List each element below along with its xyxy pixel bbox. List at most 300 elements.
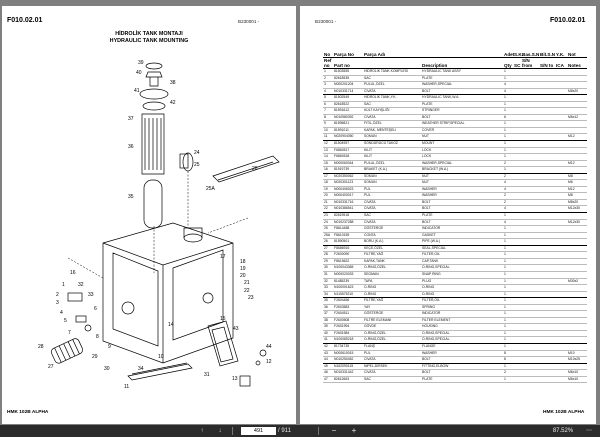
cell-pn: N100043365 [333, 265, 363, 272]
cell-no: 19 [323, 186, 333, 193]
cell-name: CONTA [363, 232, 421, 239]
callout: 28 [38, 344, 44, 350]
cell-pn: N010331714 [333, 88, 363, 95]
cell-qty: 2 [503, 370, 513, 377]
callout: 41 [134, 88, 140, 94]
cell-no: 37 [323, 311, 333, 318]
cell-name: PUL [363, 186, 421, 193]
cell-pn: 81485239 [333, 278, 363, 285]
callout: 36 [128, 144, 134, 150]
cell-qty: 1 [503, 95, 513, 102]
cell-note: M30x2 [567, 278, 587, 285]
cell-no: 42 [323, 343, 333, 350]
cell-name: GÖSTERGE [363, 226, 421, 233]
cell-no: 44 [323, 357, 333, 364]
callout: 43 [233, 326, 239, 332]
cell-note: M6x12 [567, 114, 587, 121]
cell-pn: F2603583 [333, 304, 363, 311]
cell-no: 20 [323, 193, 333, 200]
callout: 10 [158, 354, 164, 360]
cell-qty: 1 [503, 265, 513, 272]
callout: 27 [48, 364, 54, 370]
title-tr: HİDROLİK TANK MONTAJI [115, 31, 183, 37]
cell-desc: MOUNT [421, 141, 503, 148]
cell-desc: BOLT [421, 219, 503, 226]
cell-pn: 81591011 [333, 127, 363, 134]
cell-pn: F2600090 [333, 252, 363, 259]
more-options-button[interactable]: ⋯ [586, 428, 592, 434]
cell-name: CIVATA [363, 114, 421, 121]
cell-desc: COVER [421, 127, 503, 134]
cell-no: 14 [323, 154, 333, 161]
callout: 6 [94, 306, 97, 312]
cell-name: HİDROLİK TANK,Y.K. [363, 95, 421, 102]
cell-qty: 1 [503, 69, 513, 76]
cell-note: M8 [567, 173, 587, 180]
cell-pn: F2604456 [333, 298, 363, 305]
cell-name: KAPAK, MENTEŞELİ [363, 127, 421, 134]
cell-no: 23 [323, 213, 333, 220]
cell-no: 46 [323, 370, 333, 377]
cell-pn: 81919739 [333, 167, 363, 174]
cell-name: FLANŞ [363, 343, 421, 350]
page-total: / 911 [278, 428, 291, 434]
cell-desc: BOLT [421, 370, 503, 377]
cell-desc: BOLT [421, 114, 503, 121]
cell-no: 21 [323, 199, 333, 206]
cell-name: GÖSTERGE [363, 311, 421, 318]
cell-pn: N010331442 [333, 370, 363, 377]
cell-desc: O-RING [421, 291, 503, 298]
cell-qty: 1 [503, 298, 513, 305]
cell-desc: WASHER,SPECIAL [421, 160, 503, 167]
callout: 3 [56, 300, 59, 306]
cell-pn: N000406023 [333, 186, 363, 193]
cell-pn: F6860518 [333, 154, 363, 161]
cell-desc: INDICATOR [421, 311, 503, 318]
callout: 44 [266, 344, 272, 350]
callout: 16 [70, 270, 76, 276]
right-page [300, 6, 596, 424]
cell-desc: LOCK [421, 147, 503, 154]
cell-pn: F8686915 [333, 245, 363, 252]
cell-pn: N010331716 [333, 199, 363, 206]
cell-name: KİLİT [363, 147, 421, 154]
cell-no: 13 [323, 147, 333, 154]
cell-note: M10 [567, 350, 587, 357]
table-row [323, 376, 587, 383]
title-en: HYDRAULIC TANK MOUNTING [109, 38, 189, 44]
cell-no: 11 [323, 134, 333, 141]
cell-no: 45 [323, 363, 333, 370]
toolbar-divider [318, 427, 319, 435]
cell-no: 28 [323, 252, 333, 259]
callout: 14 [168, 322, 174, 328]
page-ref: B230001 - [238, 19, 260, 24]
cell-pn: N115575210 [333, 291, 363, 298]
cell-desc: FITTING,ELBOW [421, 363, 503, 370]
cell-qty: 2 [503, 160, 513, 167]
col-header-not-tr: Not [567, 52, 587, 58]
cell-qty: 1 [503, 239, 513, 246]
cell-name: PULUL,ÖZEL [363, 82, 421, 89]
cell-pn: 82618522 [333, 101, 363, 108]
callout: 24 [194, 150, 200, 156]
callout: 8 [96, 334, 99, 340]
cell-pn: 82612663 [333, 376, 363, 383]
cell-note: M12x30 [567, 206, 587, 213]
cell-name: O-RİNG [363, 291, 421, 298]
callout: 17 [220, 254, 226, 260]
cell-note: M10x25 [567, 357, 587, 364]
cell-desc: BRACKET (W.A.) [421, 167, 503, 174]
cell-qty: 4 [503, 180, 513, 187]
cell-pn: N020904050 [333, 134, 363, 141]
cell-note: M8x20 [567, 199, 587, 206]
next-page-button[interactable]: ↓ [218, 428, 222, 434]
callout: 12 [266, 359, 272, 365]
cell-qty: 1 [503, 154, 513, 161]
cell-no: 27 [323, 245, 333, 252]
col-header-bits-tr: Bit.S.N [540, 52, 556, 57]
cell-qty: 1 [503, 226, 513, 233]
cell-qty: 1 [503, 141, 513, 148]
cell-pn: F2600508 [333, 317, 363, 324]
cell-name: SOMUN [363, 173, 421, 180]
cell-qty: 4 [503, 88, 513, 95]
cell-desc: FILTER ELEMENT [421, 317, 503, 324]
cell-name: SÖNDÜRÜCÜ TAKOZ [363, 141, 421, 148]
cell-desc: WEATHER STRIP,SPECIAL [421, 121, 503, 128]
cell-name: SOMUN [363, 134, 421, 141]
cell-desc: BOLT [421, 357, 503, 364]
cell-no: 30 [323, 265, 333, 272]
cell-note: M6x10 [567, 376, 587, 383]
callout: 2 [56, 292, 59, 298]
cell-qty: 1 [503, 134, 513, 141]
cell-qty: 4 [503, 82, 513, 89]
cell-qty: 1 [503, 252, 513, 259]
callout: 40 [136, 70, 142, 76]
cell-pn: 81591612 [333, 108, 363, 115]
cell-pn: N000201204 [333, 82, 363, 89]
cell-desc: FLANGE [421, 343, 503, 350]
cell-no: 17 [323, 173, 333, 180]
cell-qty: 1 [503, 75, 513, 82]
cell-qty: 1 [503, 317, 513, 324]
cell-qty: 1 [503, 271, 513, 278]
cell-qty: 1 [503, 121, 513, 128]
cell-no: 41 [323, 337, 333, 344]
cell-note: M12 [567, 160, 587, 167]
cell-no: 6 [323, 101, 333, 108]
cell-qty: 8 [503, 357, 513, 364]
cell-qty: 2 [503, 193, 513, 200]
callout: 23 [248, 295, 254, 301]
cell-qty: 1 [503, 324, 513, 331]
cell-name: BORU (K.A.) [363, 239, 421, 246]
cell-pn: F6860517 [333, 147, 363, 154]
cell-no: 40 [323, 330, 333, 337]
cell-no: 5 [323, 95, 333, 102]
cell-name: O-RİNG,ÖZEL [363, 265, 421, 272]
cell-no: 31 [323, 271, 333, 278]
cell-note: M6x10 [567, 370, 587, 377]
cell-desc: O-RING [421, 285, 503, 292]
cell-qty: 1 [503, 291, 513, 298]
cell-name: SEGMAN [363, 271, 421, 278]
cell-qty: 1 [503, 127, 513, 134]
cell-name: CIVATA [363, 206, 421, 213]
cell-no: 47 [323, 376, 333, 383]
col-header-no-en: Ref no [324, 58, 332, 68]
cell-name: CIVATA [363, 199, 421, 206]
cell-no: 32 [323, 278, 333, 285]
cell-no: 9 [323, 121, 333, 128]
cell-pn: N000610015 [333, 350, 363, 357]
cell-name: CIVATA [363, 370, 421, 377]
cell-pn: N010386541 [333, 206, 363, 213]
cell-pn: F2601984 [333, 330, 363, 337]
cell-desc: WASHER,SPECIAL [421, 82, 503, 89]
callout: 13 [232, 376, 238, 382]
col-header-snt-en: S/N to [539, 58, 555, 69]
callout: 7 [68, 330, 71, 336]
cell-desc: FILTER,OIL [421, 252, 503, 259]
cell-no: 15 [323, 160, 333, 167]
cell-name: NİPEL,DİRSEK [363, 363, 421, 370]
cell-qty: 1 [503, 258, 513, 265]
cell-qty: 1 [503, 108, 513, 115]
cell-snf [521, 376, 539, 383]
cell-name: HİDROLİK TANK KOMPLESİ [363, 69, 421, 76]
section-code: F010.02.01 [7, 17, 43, 24]
callout: 33 [88, 292, 94, 298]
cell-no: 16 [323, 167, 333, 174]
callout: 18 [240, 259, 246, 265]
cell-pn: N000020033 [333, 271, 363, 278]
cell-no: 8 [323, 114, 333, 121]
cell-qty: 2 [503, 199, 513, 206]
col-header-sk-tr: S.K. [514, 52, 523, 57]
cell-pn: N020350062 [333, 173, 363, 180]
cell-name: KEÇE,ÖZEL [363, 245, 421, 252]
cell-desc: WASHER [421, 350, 503, 357]
cell-note: M12 [567, 186, 587, 193]
cell-no: 35 [323, 298, 333, 305]
cell-name: FİLTRE ELEMANI [363, 317, 421, 324]
callout: 30 [104, 366, 110, 372]
cell-qty: 4 [503, 206, 513, 213]
cell-name: PULUL,ÖZEL [363, 160, 421, 167]
cell-pn: 81590501 [333, 239, 363, 246]
cell-desc: BOLT [421, 88, 503, 95]
model-footer: HMK 102B ALPHA [7, 410, 49, 415]
col-header-sc-en: SC [513, 58, 521, 69]
cell-name: PUL [363, 193, 421, 200]
cell-desc: PLATE [421, 213, 503, 220]
cell-name: FİTİL,ÖZEL [363, 121, 421, 128]
cell-no: 25A [323, 232, 333, 239]
cell-name: SAC [363, 75, 421, 82]
cell-pn: F8615622 [333, 258, 363, 265]
callout: 38 [170, 80, 176, 86]
hydraulic-tank-exploded-diagram [8, 58, 290, 393]
cell-pn: N010237288 [333, 219, 363, 226]
cell-qty: 1 [503, 363, 513, 370]
zoom-out-button[interactable]: − [331, 426, 337, 435]
cell-name: YAY [363, 304, 421, 311]
cell-qty: 1 [503, 278, 513, 285]
cell-qty: 4 [503, 186, 513, 193]
col-header-name-tr: Parça Adı [363, 52, 421, 58]
cell-no: 36 [323, 304, 333, 311]
cell-desc: SEAL,SPECIAL [421, 245, 503, 252]
cell-ica [555, 376, 567, 383]
cell-no: 4 [323, 88, 333, 95]
cell-pn: N100001623 [333, 285, 363, 292]
col-header-ica-en: ICA [555, 58, 567, 69]
parts-table-body [323, 69, 587, 383]
cell-desc: WASHER [421, 186, 503, 193]
cell-name: TAPA [363, 278, 421, 285]
cell-no: 12 [323, 141, 333, 148]
cell-desc: GASKET [421, 232, 503, 239]
cell-pn: 81734735 [333, 343, 363, 350]
cell-pn: N010980392 [333, 114, 363, 121]
col-header-no-tr: No [323, 52, 333, 58]
cell-no: 1 [323, 69, 333, 76]
cell-snt [539, 376, 555, 383]
callout: 11 [124, 384, 130, 390]
cell-pn: N020301123 [333, 180, 363, 187]
cell-qty: 1 [503, 147, 513, 154]
cell-name: FİLTRE,YAĞ [363, 252, 421, 259]
col-header-qty-tr: Adet [504, 52, 515, 57]
callout: 22 [244, 288, 250, 294]
cell-qty: 6 [503, 114, 513, 121]
cell-pn: 81504957 [333, 141, 363, 148]
cell-name: GÖVDE [363, 324, 421, 331]
cell-pn: F8610155 [333, 232, 363, 239]
callout: 42 [170, 100, 176, 106]
prev-page-button[interactable]: ↑ [200, 428, 204, 434]
section-code: F010.02.01 [550, 17, 586, 24]
callout: 29 [92, 354, 98, 360]
cell-name: CIVATA [363, 219, 421, 226]
cell-desc: SNAP RING [421, 271, 503, 278]
cell-pn: F2604511 [333, 311, 363, 318]
col-header-bss-tr: Bas.S.N [522, 52, 540, 57]
callout: 37 [128, 116, 134, 122]
cell-name: CIVATA [363, 357, 421, 364]
cell-qty: 1 [503, 304, 513, 311]
cell-no: 2 [323, 75, 333, 82]
cell-qty: 1 [503, 245, 513, 252]
cell-pn: N000060044 [333, 160, 363, 167]
cell-no: 25 [323, 226, 333, 233]
cell-pn: 81595821 [333, 121, 363, 128]
cell-name: SOMUN [363, 180, 421, 187]
page-number-input[interactable] [241, 427, 276, 435]
callout: 1 [62, 282, 65, 288]
parts-table [323, 52, 587, 383]
cell-no: 24 [323, 219, 333, 226]
cell-no: 34 [323, 291, 333, 298]
cell-no: 10 [323, 127, 333, 134]
cell-name: O-RİNG,ÖZEL [363, 337, 421, 344]
cell-desc: LOCK [421, 154, 503, 161]
cell-qty: 8 [503, 350, 513, 357]
cell-qty: 4 [503, 219, 513, 226]
cell-name: SAC [363, 376, 421, 383]
cell-no: 7 [323, 108, 333, 115]
cell-qty: 1 [503, 167, 513, 174]
cell-qty: 1 [503, 376, 513, 383]
cell-pn: N162090115 [333, 363, 363, 370]
cell-pn: 81503555 [333, 69, 363, 76]
cell-desc: O-RING,SPECIAL [421, 265, 503, 272]
col-header-pn-tr: Parça No [333, 52, 363, 58]
cell-desc: STRINGER [421, 108, 503, 115]
cell-no: 26 [323, 239, 333, 246]
pdf-toolbar [0, 425, 600, 437]
cell-desc: NUT [421, 173, 503, 180]
cell-pn: N000400017 [333, 193, 363, 200]
cell-desc: O-RING,SPECIAL [421, 330, 503, 337]
cell-desc: INDICATOR [421, 226, 503, 233]
cell-desc: O-RING,SPECIAL [421, 337, 503, 344]
cell-name: SAC [363, 213, 421, 220]
cell-no: 29 [323, 258, 333, 265]
callout: 9 [108, 344, 111, 350]
col-header-pn-en: Part no [333, 58, 363, 69]
zoom-level[interactable]: 87.52% [552, 428, 574, 434]
cell-note: M8 [567, 193, 587, 200]
cell-desc: NUT [421, 134, 503, 141]
col-header-snf-en: S/N from [521, 58, 539, 69]
cell-desc: BOLT [421, 199, 503, 206]
callout: 4 [60, 310, 63, 316]
zoom-in-button[interactable]: + [351, 426, 357, 435]
cell-qty: 1 [503, 330, 513, 337]
callout: 20 [240, 273, 246, 279]
cell-qty: 1 [503, 337, 513, 344]
callout: 34 [138, 366, 144, 372]
col-header-note-en: Notes [567, 58, 587, 69]
cell-no: 43 [323, 350, 333, 357]
cell-pn: 81502549 [333, 95, 363, 102]
callout: 25 [194, 162, 200, 168]
callout: 35 [128, 194, 134, 200]
cell-desc: PIPE (W.A.) [421, 239, 503, 246]
callout: 5 [64, 318, 67, 324]
cell-desc: HYDRAULIC TANK,W.A. [421, 95, 503, 102]
cell-no: 22 [323, 206, 333, 213]
cell-name: PUL [363, 350, 421, 357]
cell-no: 39 [323, 324, 333, 331]
callout: 21 [244, 280, 250, 286]
cell-qty: 1 [503, 232, 513, 239]
cell-note: M8x20 [567, 88, 587, 95]
cell-desc: PLATE [421, 376, 503, 383]
cell-name: O-RİNG [363, 285, 421, 292]
cell-desc: PLUG [421, 278, 503, 285]
callout: 32 [78, 282, 84, 288]
toolbar-divider [232, 427, 233, 435]
cell-desc: SPRING [421, 304, 503, 311]
cell-desc: BOLT [421, 206, 503, 213]
